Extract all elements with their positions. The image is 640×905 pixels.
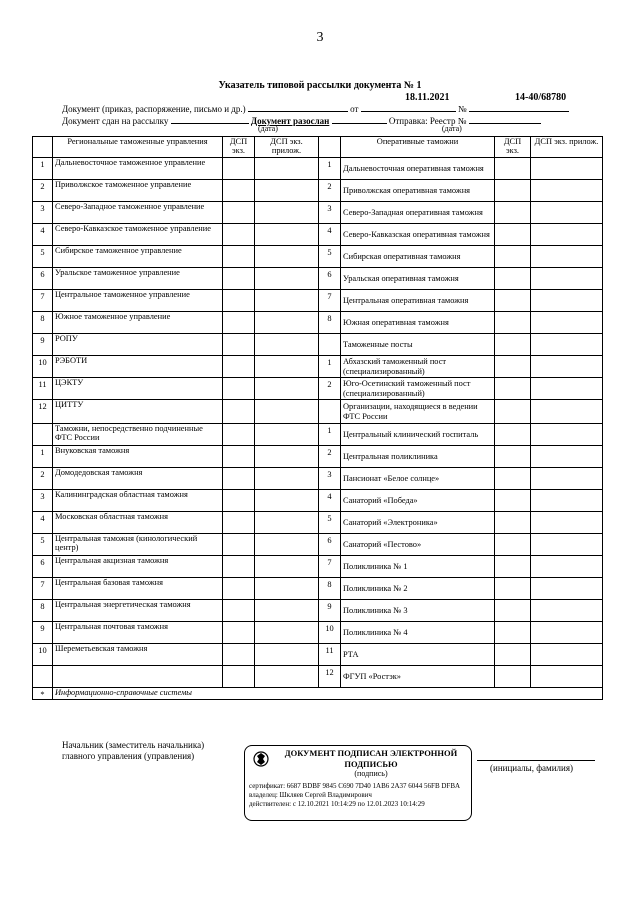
left-name: РЭБОТИ bbox=[53, 356, 223, 378]
right-name: Уральская оперативная таможня bbox=[341, 268, 495, 290]
right-name: Поликлиника № 2 bbox=[341, 578, 495, 600]
document-type-blank bbox=[248, 102, 348, 112]
left-number: 4 bbox=[33, 512, 53, 534]
document-line bbox=[62, 102, 569, 114]
right-dsp-attach bbox=[531, 268, 603, 290]
right-dsp-copy bbox=[495, 378, 531, 400]
right-name: Приволжская оперативная таможня bbox=[341, 180, 495, 202]
header-right-name: Оперативные таможни bbox=[341, 137, 495, 158]
left-number: 3 bbox=[33, 202, 53, 224]
right-number: 8 bbox=[319, 578, 341, 600]
right-name: Санаторий «Пестово» bbox=[341, 534, 495, 556]
left-dsp-copy bbox=[223, 202, 255, 224]
left-dsp-copy bbox=[223, 600, 255, 622]
left-dsp-copy bbox=[223, 158, 255, 180]
table-row bbox=[33, 578, 603, 600]
left-number: 1 bbox=[33, 158, 53, 180]
right-name: Северо-Западная оперативная таможня bbox=[341, 202, 495, 224]
left-number: 8 bbox=[33, 600, 53, 622]
right-number: 2 bbox=[319, 180, 341, 202]
table-row bbox=[33, 400, 603, 424]
right-number: 4 bbox=[319, 490, 341, 512]
table-row bbox=[33, 224, 603, 246]
right-dsp-copy bbox=[495, 600, 531, 622]
right-dsp-attach bbox=[531, 666, 603, 688]
right-number: 11 bbox=[319, 644, 341, 666]
left-name: Северо-Западное таможенное управление bbox=[53, 202, 223, 224]
right-number: 5 bbox=[319, 246, 341, 268]
left-dsp-attach bbox=[255, 356, 319, 378]
sent-blank bbox=[332, 114, 387, 124]
right-dsp-attach bbox=[531, 600, 603, 622]
right-name: Таможенные посты bbox=[341, 334, 495, 356]
left-dsp-attach bbox=[255, 600, 319, 622]
right-name: Сибирская оперативная таможня bbox=[341, 246, 495, 268]
left-dsp-attach bbox=[255, 246, 319, 268]
handed-over-blank bbox=[171, 114, 249, 124]
left-dsp-attach bbox=[255, 622, 319, 644]
right-dsp-attach bbox=[531, 246, 603, 268]
left-name: Дальневосточное таможенное управление bbox=[53, 158, 223, 180]
left-dsp-copy bbox=[223, 446, 255, 468]
left-name: Приволжское таможенное управление bbox=[53, 180, 223, 202]
left-dsp-attach bbox=[255, 490, 319, 512]
left-dsp-copy bbox=[223, 622, 255, 644]
right-dsp-attach bbox=[531, 622, 603, 644]
table-row bbox=[33, 246, 603, 268]
table-row bbox=[33, 268, 603, 290]
footer-marker: * bbox=[33, 688, 53, 700]
initials-blank bbox=[477, 760, 595, 761]
right-dsp-copy bbox=[495, 534, 531, 556]
from-label: от bbox=[350, 104, 359, 114]
right-number: 7 bbox=[319, 290, 341, 312]
right-number: 6 bbox=[319, 268, 341, 290]
table-row bbox=[33, 334, 603, 356]
sent-label: Документ разослан bbox=[250, 116, 330, 126]
table-row bbox=[33, 312, 603, 334]
left-dsp-copy bbox=[223, 246, 255, 268]
left-number: 5 bbox=[33, 534, 53, 556]
right-number: 10 bbox=[319, 622, 341, 644]
left-dsp-attach bbox=[255, 224, 319, 246]
right-number: 8 bbox=[319, 312, 341, 334]
right-dsp-attach bbox=[531, 224, 603, 246]
right-name: Абхазский таможенный пост (специализированный) bbox=[341, 356, 495, 378]
left-number: 3 bbox=[33, 490, 53, 512]
left-name bbox=[53, 666, 223, 688]
left-number: 7 bbox=[33, 290, 53, 312]
left-name: Уральское таможенное управление bbox=[53, 268, 223, 290]
dispatch-label: Отправка: Реестр № bbox=[388, 116, 467, 126]
right-dsp-attach bbox=[531, 378, 603, 400]
left-number: 10 bbox=[33, 356, 53, 378]
left-dsp-attach bbox=[255, 644, 319, 666]
left-name: ЦИТТУ bbox=[53, 400, 223, 424]
right-dsp-attach bbox=[531, 312, 603, 334]
table-row bbox=[33, 180, 603, 202]
table-row bbox=[33, 446, 603, 468]
left-number: 9 bbox=[33, 622, 53, 644]
left-dsp-attach bbox=[255, 180, 319, 202]
right-name: Северо-Кавказская оперативная таможня bbox=[341, 224, 495, 246]
right-number: 4 bbox=[319, 224, 341, 246]
from-blank bbox=[361, 102, 456, 112]
left-name: Калининградская областная таможня bbox=[53, 490, 223, 512]
table-row bbox=[33, 512, 603, 534]
stamp-certificate: сертификат: 6687 BDBF 9845 C690 7D40 1AB6 2A37 6044 56FB DFBA bbox=[249, 782, 461, 791]
left-number: 6 bbox=[33, 556, 53, 578]
right-dsp-attach bbox=[531, 356, 603, 378]
left-number: 6 bbox=[33, 268, 53, 290]
header-dsp-attach-right: ДСП экз. прилож. bbox=[531, 137, 603, 158]
header-cell bbox=[319, 137, 341, 158]
right-dsp-copy bbox=[495, 312, 531, 334]
right-number: 2 bbox=[319, 446, 341, 468]
stamp-subtitle: (подпись) bbox=[354, 769, 388, 779]
right-name: Организации, находящиеся в ведении ФТС России bbox=[341, 400, 495, 424]
left-dsp-attach bbox=[255, 666, 319, 688]
document-date: 18.11.2021 bbox=[405, 92, 450, 103]
left-dsp-attach bbox=[255, 534, 319, 556]
initials-label: (инициалы, фамилия) bbox=[490, 763, 573, 773]
left-dsp-attach bbox=[255, 378, 319, 400]
right-number: 7 bbox=[319, 556, 341, 578]
right-number: 2 bbox=[319, 378, 341, 400]
date-hint-1: (дата) bbox=[258, 124, 278, 133]
left-name: Центральная базовая таможня bbox=[53, 578, 223, 600]
right-dsp-attach bbox=[531, 512, 603, 534]
left-name: Центральная энергетическая таможня bbox=[53, 600, 223, 622]
right-number: 9 bbox=[319, 600, 341, 622]
right-dsp-copy bbox=[495, 446, 531, 468]
right-number: 3 bbox=[319, 468, 341, 490]
right-number: 3 bbox=[319, 202, 341, 224]
header-cell bbox=[33, 137, 53, 158]
left-dsp-attach bbox=[255, 424, 319, 446]
left-number: 4 bbox=[33, 224, 53, 246]
right-dsp-attach bbox=[531, 490, 603, 512]
left-number: 9 bbox=[33, 334, 53, 356]
right-dsp-copy bbox=[495, 424, 531, 446]
left-dsp-attach bbox=[255, 512, 319, 534]
right-name: Дальневосточная оперативная таможня bbox=[341, 158, 495, 180]
left-dsp-attach bbox=[255, 290, 319, 312]
right-number: 6 bbox=[319, 534, 341, 556]
right-dsp-attach bbox=[531, 290, 603, 312]
left-name: Центральная таможня (кинологический центр) bbox=[53, 534, 223, 556]
table-row bbox=[33, 424, 603, 446]
left-name: Сибирское таможенное управление bbox=[53, 246, 223, 268]
right-dsp-attach bbox=[531, 180, 603, 202]
left-dsp-attach bbox=[255, 334, 319, 356]
left-dsp-attach bbox=[255, 268, 319, 290]
left-number: 7 bbox=[33, 578, 53, 600]
right-number: 1 bbox=[319, 356, 341, 378]
left-name: РОПУ bbox=[53, 334, 223, 356]
right-dsp-attach bbox=[531, 446, 603, 468]
right-number: 1 bbox=[319, 158, 341, 180]
table-row bbox=[33, 468, 603, 490]
left-name: Центральная почтовая таможня bbox=[53, 622, 223, 644]
left-dsp-copy bbox=[223, 468, 255, 490]
right-dsp-copy bbox=[495, 622, 531, 644]
left-number: 5 bbox=[33, 246, 53, 268]
signer-title: Начальник (заместитель начальника) главного управления (управления) bbox=[62, 740, 205, 762]
right-name: Пансионат «Белое солнце» bbox=[341, 468, 495, 490]
left-name: Северо-Кавказское таможенное управление bbox=[53, 224, 223, 246]
right-dsp-attach bbox=[531, 424, 603, 446]
document-type-label: Документ (приказ, распоряжение, письмо и др.) bbox=[62, 104, 246, 114]
handed-over-label: Документ сдан на рассылку bbox=[62, 116, 169, 126]
table-row bbox=[33, 556, 603, 578]
stamp-owner: владелец: Шкляев Сергей Владимирович bbox=[249, 791, 372, 799]
left-dsp-copy bbox=[223, 334, 255, 356]
left-dsp-copy bbox=[223, 556, 255, 578]
left-name: Домодедовская таможня bbox=[53, 468, 223, 490]
left-dsp-attach bbox=[255, 158, 319, 180]
left-dsp-copy bbox=[223, 290, 255, 312]
right-dsp-copy bbox=[495, 468, 531, 490]
left-dsp-copy bbox=[223, 224, 255, 246]
left-number bbox=[33, 424, 53, 446]
right-dsp-copy bbox=[495, 268, 531, 290]
left-dsp-copy bbox=[223, 490, 255, 512]
table-row bbox=[33, 202, 603, 224]
right-dsp-attach bbox=[531, 644, 603, 666]
left-number: 2 bbox=[33, 180, 53, 202]
left-dsp-attach bbox=[255, 578, 319, 600]
left-name: Шереметьевская таможня bbox=[53, 644, 223, 666]
right-dsp-copy bbox=[495, 666, 531, 688]
left-dsp-attach bbox=[255, 202, 319, 224]
right-dsp-copy bbox=[495, 180, 531, 202]
right-name: Центральная поликлиника bbox=[341, 446, 495, 468]
left-number: 1 bbox=[33, 446, 53, 468]
right-number bbox=[319, 400, 341, 424]
right-dsp-attach bbox=[531, 534, 603, 556]
left-dsp-attach bbox=[255, 468, 319, 490]
right-dsp-copy bbox=[495, 202, 531, 224]
left-dsp-copy bbox=[223, 268, 255, 290]
left-dsp-copy bbox=[223, 534, 255, 556]
left-number: 2 bbox=[33, 468, 53, 490]
header-dsp-copy-right: ДСП экз. bbox=[495, 137, 531, 158]
no-blank bbox=[469, 102, 569, 112]
table-row bbox=[33, 666, 603, 688]
right-dsp-attach bbox=[531, 202, 603, 224]
right-dsp-copy bbox=[495, 356, 531, 378]
left-dsp-copy bbox=[223, 312, 255, 334]
table-row bbox=[33, 644, 603, 666]
left-number: 12 bbox=[33, 400, 53, 424]
right-dsp-attach bbox=[531, 334, 603, 356]
dispatch-blank bbox=[469, 114, 541, 124]
right-dsp-copy bbox=[495, 400, 531, 424]
left-dsp-copy bbox=[223, 356, 255, 378]
right-number: 5 bbox=[319, 512, 341, 534]
no-label: № bbox=[457, 104, 467, 114]
left-dsp-copy bbox=[223, 666, 255, 688]
distribution-table bbox=[32, 136, 603, 700]
right-name: Поликлиника № 3 bbox=[341, 600, 495, 622]
left-number: 10 bbox=[33, 644, 53, 666]
footer-text: Информационно-справочные системы bbox=[53, 688, 603, 700]
right-name: Южная оперативная таможня bbox=[341, 312, 495, 334]
right-dsp-copy bbox=[495, 224, 531, 246]
left-dsp-copy bbox=[223, 180, 255, 202]
left-number: 11 bbox=[33, 378, 53, 400]
right-name: Поликлиника № 4 bbox=[341, 622, 495, 644]
right-dsp-copy bbox=[495, 512, 531, 534]
header-dsp-attach: ДСП экз. прилож. bbox=[255, 137, 319, 158]
left-dsp-attach bbox=[255, 400, 319, 424]
table-row bbox=[33, 534, 603, 556]
left-dsp-copy bbox=[223, 400, 255, 424]
table-header-row bbox=[33, 137, 603, 158]
table-row bbox=[33, 622, 603, 644]
date-hint-2: (дата) bbox=[441, 124, 462, 133]
right-dsp-copy bbox=[495, 578, 531, 600]
right-name: Юго-Осетинский таможенный пост (специализированный) bbox=[341, 378, 495, 400]
right-dsp-copy bbox=[495, 290, 531, 312]
table-row bbox=[33, 356, 603, 378]
header-dsp-copy: ДСП экз. bbox=[223, 137, 255, 158]
stamp-validity: действителен: с 12.10.2021 10:14:29 по 12.01.2023 10:14:29 bbox=[249, 799, 425, 808]
right-name: РТА bbox=[341, 644, 495, 666]
left-dsp-copy bbox=[223, 644, 255, 666]
left-dsp-copy bbox=[223, 424, 255, 446]
right-name: Центральный клинический госпиталь bbox=[341, 424, 495, 446]
left-number: 8 bbox=[33, 312, 53, 334]
right-dsp-attach bbox=[531, 400, 603, 424]
table-footer-row bbox=[33, 688, 603, 700]
emblem-icon bbox=[251, 750, 271, 768]
table-row bbox=[33, 158, 603, 180]
left-number bbox=[33, 666, 53, 688]
right-dsp-attach bbox=[531, 468, 603, 490]
stamp-title: ДОКУМЕНТ ПОДПИСАН ЭЛЕКТРОННОЙ ПОДПИСЬЮ bbox=[284, 748, 458, 769]
right-name: Поликлиника № 1 bbox=[341, 556, 495, 578]
left-dsp-attach bbox=[255, 312, 319, 334]
date-hints bbox=[258, 124, 462, 133]
left-name: Центральная акцизная таможня bbox=[53, 556, 223, 578]
right-number: 1 bbox=[319, 424, 341, 446]
electronic-signature-stamp bbox=[244, 745, 472, 821]
left-dsp-attach bbox=[255, 556, 319, 578]
left-dsp-copy bbox=[223, 512, 255, 534]
left-dsp-copy bbox=[223, 578, 255, 600]
right-name: ФГУП «Ростэк» bbox=[341, 666, 495, 688]
left-name: ЦЭКТУ bbox=[53, 378, 223, 400]
right-number bbox=[319, 334, 341, 356]
table-row bbox=[33, 290, 603, 312]
left-name: Московская областная таможня bbox=[53, 512, 223, 534]
document-reg-number: 14-40/68780 bbox=[515, 92, 567, 103]
right-dsp-copy bbox=[495, 334, 531, 356]
right-name: Санаторий «Электроника» bbox=[341, 512, 495, 534]
left-name: Таможни, непосредственно подчиненные ФТС России bbox=[53, 424, 223, 446]
left-dsp-attach bbox=[255, 446, 319, 468]
right-dsp-attach bbox=[531, 578, 603, 600]
page-number: 3 bbox=[316, 30, 324, 45]
table-row bbox=[33, 378, 603, 400]
right-name: Санаторий «Победа» bbox=[341, 490, 495, 512]
right-name: Центральная оперативная таможня bbox=[341, 290, 495, 312]
table-row bbox=[33, 600, 603, 622]
left-name: Внуковская таможня bbox=[53, 446, 223, 468]
right-dsp-copy bbox=[495, 490, 531, 512]
left-name: Южное таможенное управление bbox=[53, 312, 223, 334]
document-title: Указатель типовой рассылки документа № 1 bbox=[218, 80, 422, 91]
right-dsp-attach bbox=[531, 158, 603, 180]
right-dsp-attach bbox=[531, 556, 603, 578]
header-left-name: Региональные таможенные управления bbox=[53, 137, 223, 158]
table-row bbox=[33, 490, 603, 512]
right-dsp-copy bbox=[495, 644, 531, 666]
right-dsp-copy bbox=[495, 158, 531, 180]
left-name: Центральное таможенное управление bbox=[53, 290, 223, 312]
right-number: 12 bbox=[319, 666, 341, 688]
right-dsp-copy bbox=[495, 556, 531, 578]
right-dsp-copy bbox=[495, 246, 531, 268]
left-dsp-copy bbox=[223, 378, 255, 400]
